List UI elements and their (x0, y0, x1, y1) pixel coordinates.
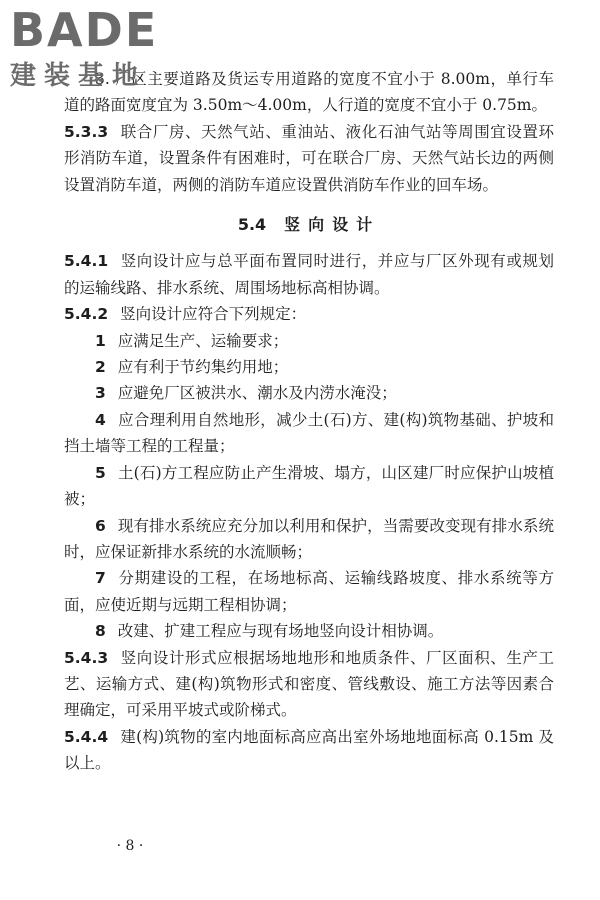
section-heading: 竖向设计 (284, 215, 381, 235)
list-item-text: 土(石)方工程应防止产生滑坡、塌方，山区建厂时应保护山坡植被； (64, 463, 554, 509)
watermark-logo (10, 2, 180, 92)
logo-tagline: 建装基地 (10, 61, 147, 91)
clause-text: 建(构)筑物的室内地面标高应高出室外场地地面标高 0.15m 及以上。 (64, 727, 554, 773)
clause-5-3-3 (64, 119, 554, 198)
section-title (64, 212, 554, 238)
list-item-number: 5 (95, 463, 106, 482)
clause-number: 5.3.3 (64, 122, 109, 141)
list-item (64, 460, 554, 513)
list-item (64, 618, 554, 644)
list-item (64, 565, 554, 618)
clause-text: 竖向设计应与总平面布置同时进行，并应与厂区外现有或规划的运输线路、排水系统、周围场地标高相协调。 (64, 252, 554, 297)
list-item-number: 3 (95, 384, 106, 403)
clause-number: 5.4.3 (64, 648, 109, 667)
list-item-number: 1 (95, 331, 106, 350)
list-item-number: 2 (95, 358, 106, 377)
page-number: · 8 · (116, 838, 144, 854)
document-page (64, 66, 554, 777)
list-item-text: 分期建设的工程，在场地标高、运输线路坡度、排水系统等方面，应使近期与远期工程相协调； (64, 569, 554, 614)
list-item-number: 7 (95, 569, 106, 588)
list-item-text: 应避免厂区被洪水、潮水及内涝水淹没； (117, 384, 397, 403)
clause-number: 5.4.1 (64, 252, 109, 271)
list-item-text: 改建、扩建工程应与现有场地竖向设计相协调。 (117, 622, 444, 641)
list-item-number: 4 (95, 410, 106, 429)
list-item-text: 现有排水系统应充分加以利用和保护，当需要改变现有排水系统时，应保证新排水系统的水流顺畅； (64, 516, 554, 561)
list-item (64, 513, 554, 566)
clause-text: 联合厂房、天然气站、重油站、液化石油气站等周围宜设置环形消防车道，设置条件有困难时，可在联合厂房、天然气站长边的两侧设置消防车道，两侧的消防车道应设置供消防车作业的回车场。 (64, 122, 554, 194)
list-item (64, 407, 554, 460)
list-item (64, 380, 554, 406)
section-number: 5.4 (237, 215, 267, 235)
list-item-text: 应满足生产、运输要求； (117, 331, 289, 350)
clause-item-3-tail: 3. 厂区主要道路及货运专用道路的宽度不宜小于 8.00m，单行车道的路面宽度宜为 3.50m～4.00m，人行道的宽度不宜小于 0.75m。 (64, 70, 554, 115)
list-item (64, 354, 554, 380)
clause-5-4-2 (64, 301, 554, 327)
logo-brand: BADE (10, 3, 159, 57)
clause-number: 5.4.2 (64, 305, 109, 324)
clause-5-4-4 (64, 724, 554, 777)
list-item-number: 6 (95, 516, 106, 535)
list-item-text: 应有利于节约集约用地； (117, 358, 289, 377)
clause-number: 5.4.4 (64, 727, 109, 746)
clause-5-4-3 (64, 645, 554, 724)
clause-text: 竖向设计应符合下列规定： (120, 305, 307, 324)
clause-5-4-1 (64, 248, 554, 301)
logo-graphic (10, 2, 180, 92)
list-item-text: 应合理利用自然地形，减少土(石)方、建(构)筑物基础、护坡和挡土墙等工程的工程量； (64, 410, 554, 456)
list-item-number: 8 (95, 622, 106, 641)
clause-text: 竖向设计形式应根据场地地形和地质条件、厂区面积、生产工艺、运输方式、建(构)筑物形式和密度、管线敷设、施工方法等因素合理确定，可采用平坡式或阶梯式。 (64, 648, 554, 720)
list-item (64, 328, 554, 354)
